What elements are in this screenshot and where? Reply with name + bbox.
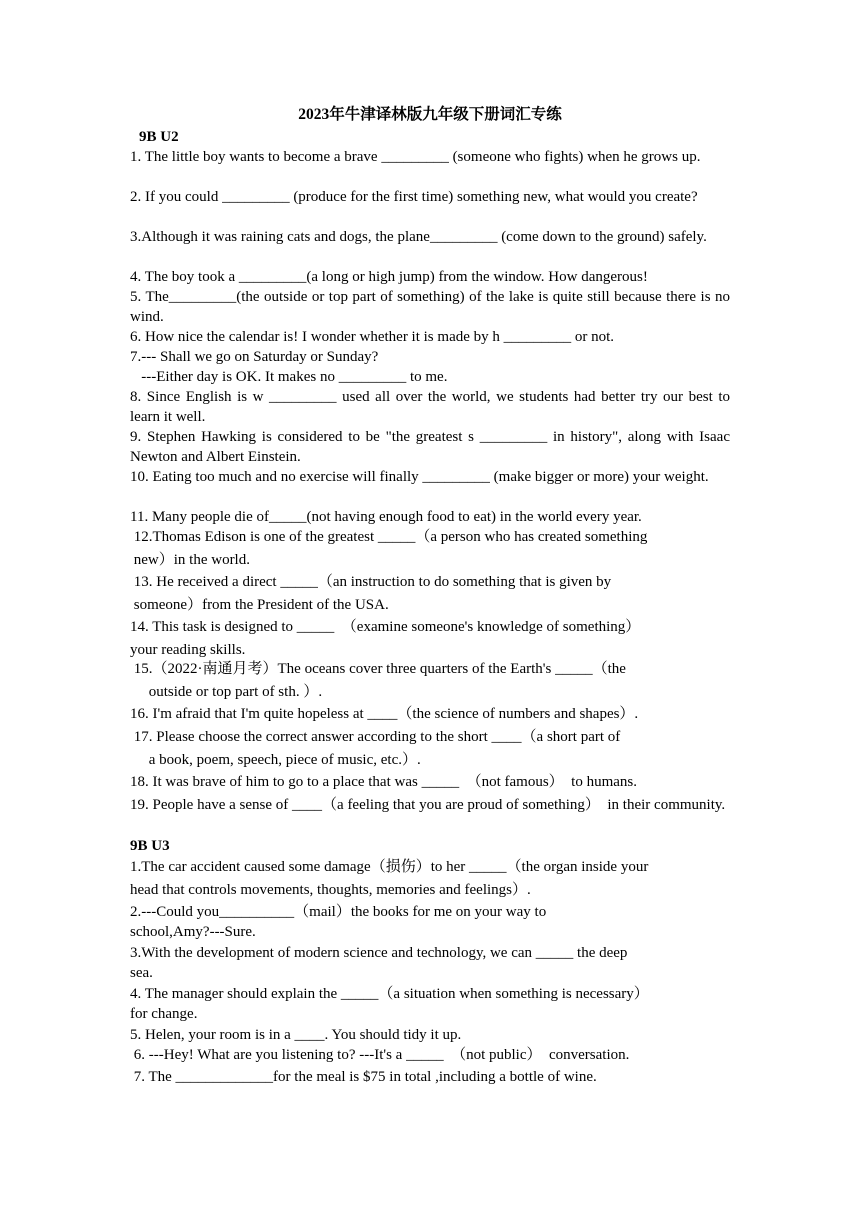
document-title: 2023年牛津译林版九年级下册词汇专练 — [298, 106, 562, 123]
question-u3-2: 2.---Could you__________（mail）the books for me on your way to school,Amy?---Sure. — [130, 904, 547, 940]
question-u2-9: 9. Stephen Hawking is considered to be "the greatest s _________ in history", along with Isaac Newton and Albert Einstein. — [130, 429, 734, 465]
question-u3-7: 7. The _____________for the meal is $75 in total ,including a bottle of wine. — [130, 1069, 597, 1085]
question-u2-8: 8. Since English is w _________ used all over the world, we students had better try our best to learn it well. — [130, 389, 734, 425]
question-u2-13: 13. He received a direct _____（an instruction to do something that is given by someone）from the President of the USA. — [133, 574, 612, 613]
question-u2-14: 14. This task is designed to _____ （examine someone's knowledge of something） your reading skills. — [130, 619, 641, 658]
question-u2-2: 2. If you could _________ (produce for the first time) something new, what would you create? — [130, 189, 698, 205]
question-u2-4: 4. The boy took a _________(a long or high jump) from the window. How dangerous! — [130, 269, 648, 285]
question-u2-15: 15.（2022·南通月考）The oceans cover three quarters of the Earth's _____（the outside or top part of sth. ）. — [133, 661, 626, 700]
section-heading-9b-u3: 9B U3 — [130, 838, 170, 854]
question-u2-18: 18. It was brave of him to go to a place that was _____ （not famous） to humans. — [130, 774, 637, 790]
question-u2-19: 19. People have a sense of ____（a feeling that you are proud of something） in their community. — [130, 797, 726, 813]
question-u2-1: 1. The little boy wants to become a brave _________ (someone who fights) when he grows up. — [130, 149, 701, 165]
question-u2-12: 12.Thomas Edison is one of the greatest _____（a person who has created something new）in the world. — [133, 529, 648, 568]
question-u2-5: 5. The_________(the outside or top part of something) of the lake is quite still because there is no wind. — [130, 289, 734, 325]
question-u2-6: 6. How nice the calendar is! I wonder whether it is made by h _________ or not. — [130, 329, 615, 345]
question-u2-7: 7.--- Shall we go on Saturday or Sunday? ---Either day is OK. It makes no _________ to me. — [130, 349, 448, 385]
question-u2-17: 17. Please choose the correct answer according to the short ____（a short part of a book, poem, speech, piece of music, etc.）. — [133, 729, 621, 768]
section-heading-9b-u2: 9B U2 — [139, 129, 179, 145]
question-u3-1: 1.The car accident caused some damage（损伤）to her _____（the organ inside your head that controls movements, thoughts, memories and feelings）. — [130, 859, 649, 898]
question-u2-10: 10. Eating too much and no exercise will finally _________ (make bigger or more) your weight. — [130, 469, 709, 485]
question-u3-3: 3.With the development of modern science and technology, we can _____ the deep sea. — [130, 945, 628, 981]
question-u3-4: 4. The manager should explain the _____（a situation when something is necessary） for change. — [130, 986, 649, 1022]
question-u2-3: 3.Although it was raining cats and dogs, the plane_________ (come down to the ground) safely. — [130, 229, 707, 245]
question-u2-16: 16. I'm afraid that I'm quite hopeless at ____（the science of numbers and shapes）. — [130, 706, 639, 722]
question-u3-6: 6. ---Hey! What are you listening to? ---It's a _____ （not public） conversation. — [130, 1047, 630, 1063]
question-u3-5: 5. Helen, your room is in a ____. You should tidy it up. — [130, 1027, 462, 1043]
question-u2-11: 11. Many people die of_____(not having enough food to eat) in the world every year. — [130, 509, 642, 525]
